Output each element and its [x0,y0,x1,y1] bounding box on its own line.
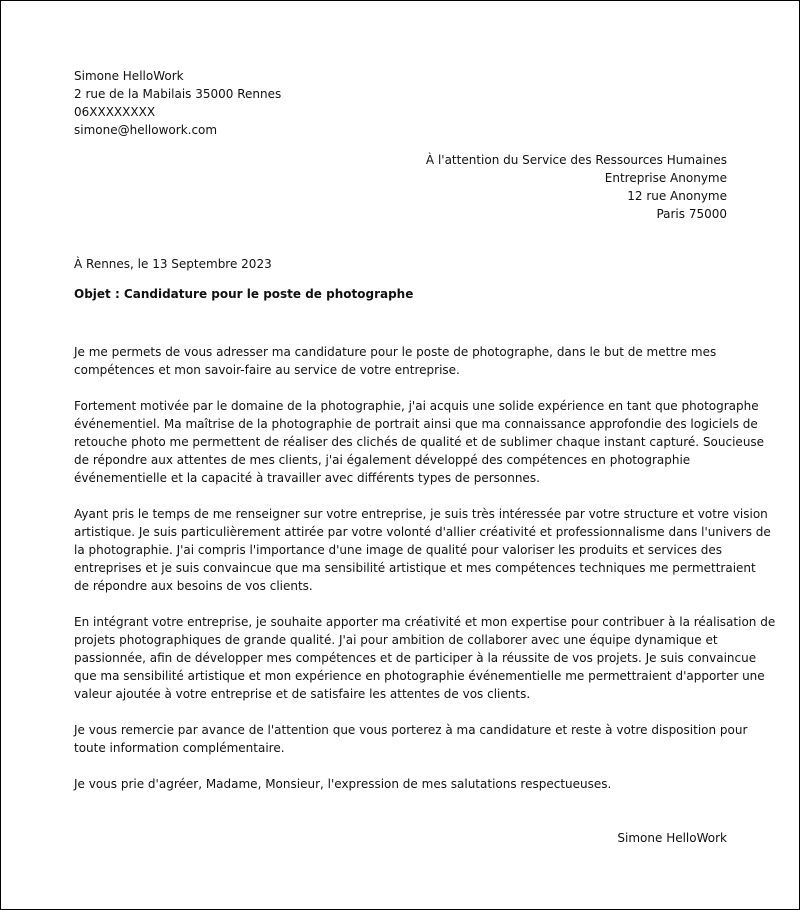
paragraph-contribution [74,613,776,703]
sender-email: simone@hellowork.com [74,123,218,137]
paragraph-intro [74,343,729,379]
body-line: Ayant pris le temps de me renseigner sur votre entreprise, je suis très intéressée par votre structure et votre vision [74,507,768,521]
body-line: que ma sensibilité artistique et mon expérience en photographie événementielle me permettraient d'apporter une [74,669,765,683]
sender-block [74,67,574,139]
body-line: Je me permets de vous adresser ma candidature pour le poste de photographe, dans le but de mettre mes [74,345,717,359]
recipient-block [307,151,727,223]
letter-subject: Objet : Candidature pour le poste de photographe [74,287,414,301]
body-line: Je vous prie d'agréer, Madame, Monsieur, l'expression de mes salutations respectueuses. [74,777,612,791]
body-line: toute information complémentaire. [74,741,285,755]
body-line: la photographie. J'ai compris l'importance d'une image de qualité pour valoriser les produits et services des [74,543,723,557]
body-line: retouche photo me permettent de réaliser des clichés de qualité et de sublimer chaque instant capturé. Soucieuse [74,435,765,449]
body-line: Je vous remercie par avance de l'attention que vous porterez à ma candidature et reste à votre disposition pour [74,723,748,737]
recipient-attention: À l'attention du Service des Ressources Humaines [425,153,727,167]
paragraph-experience [74,397,765,487]
recipient-company: Entreprise Anonyme [604,171,727,185]
signature: Simone HelloWork [617,831,727,845]
body-line: En intégrant votre entreprise, je souhaite apporter ma créativité et mon expertise pour contribuer à la réalisation de [74,615,776,629]
body-line: de répondre aux attentes de mes clients, j'ai également développé des compétences en photographie [74,453,691,467]
paragraph-thanks [74,721,748,757]
sender-name: Simone HelloWork [74,69,184,83]
recipient-street: 12 rue Anonyme [627,189,727,203]
paragraph-company-interest [74,505,771,595]
body-line: événementiel. Ma maîtrise de la photographie de portrait ainsi que ma connaissance approfondie des logiciels de [74,417,758,431]
body-line: artistique. Je suis particulièrement attirée par votre volonté d'allier créativité et professionnalisme dans l'univers de [74,525,771,539]
sender-phone: 06XXXXXXXX [74,105,156,119]
recipient-city: Paris 75000 [656,207,727,221]
body-line: valeur ajoutée à votre entreprise et de satisfaire les attentes de vos clients. [74,687,531,701]
body-line: de répondre aux besoins de vos clients. [74,579,313,593]
body-line: entreprises et je suis convaincue que ma sensibilité artistique et mes compétences techniques me permettraient [74,561,756,575]
letter-date: À Rennes, le 13 Septembre 2023 [74,257,272,271]
paragraph-closing [74,775,729,793]
body-line: projets photographiques de grande qualité. J'ai pour ambition de collaborer avec une équipe dynamique et [74,633,718,647]
letter-body [74,343,776,811]
body-line: Fortement motivée par le domaine de la photographie, j'ai acquis une solide expérience en tant que photographe [74,399,759,413]
body-line: compétences et mon savoir-faire au service de votre entreprise. [74,363,460,377]
body-line: passionnée, afin de développer mes compétences et de participer à la réussite de vos projets. Je suis convaincue [74,651,757,665]
body-line: événementielle et la capacité à travailler avec différents types de personnes. [74,471,540,485]
sender-address: 2 rue de la Mabilais 35000 Rennes [74,87,282,101]
